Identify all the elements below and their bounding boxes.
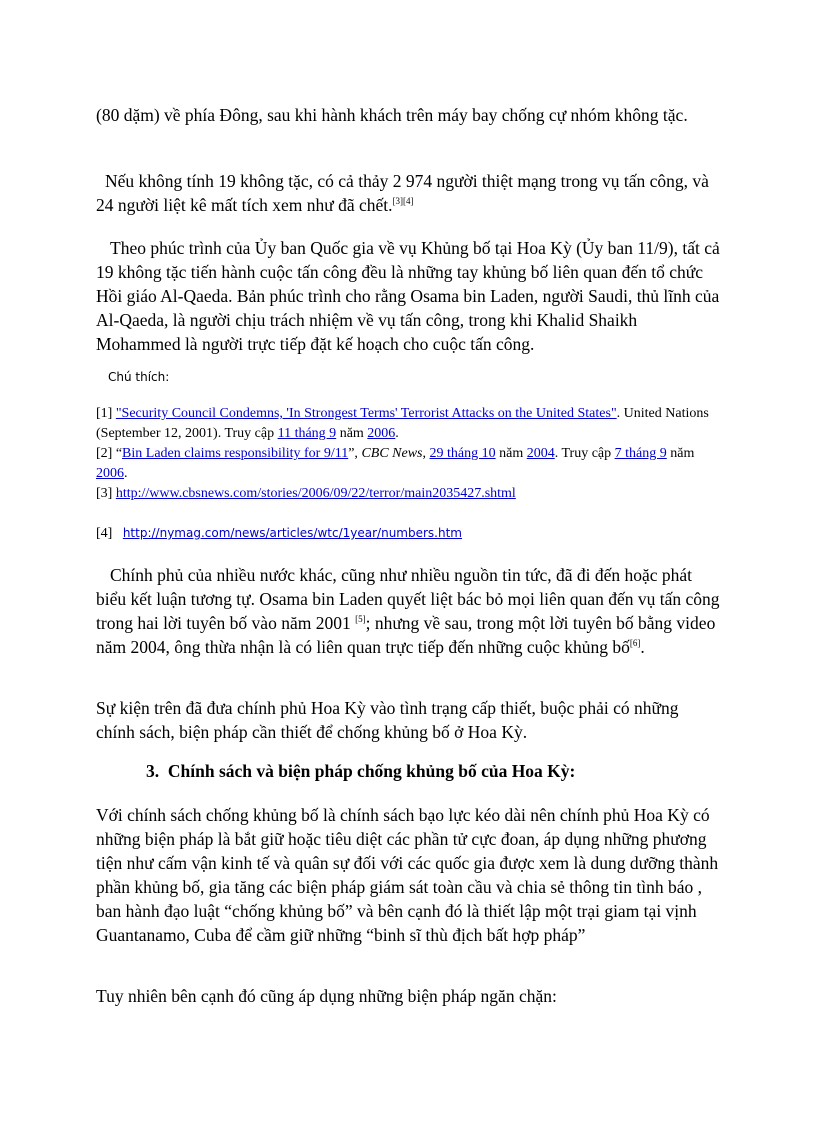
paragraph-other-governments: Chính phủ của nhiều nước khác, cũng như nhiều nguồn tin tức, đã đi đến hoặc phát biểu kết luận tương tự. Osama bin Laden quyết liệt bác bỏ mọi liên quan đến vụ tấn công trong hai lời tuyên bố vào năm 2001 [5]; nhưng về sau, trong một lời tuyên bố bằng video năm 2004, ông thừa nhận là có liên quan trực tiếp đến những cuộc khủng bố[6].	[96, 565, 720, 657]
footnote-ref-6[interactable]: [6]	[629, 638, 641, 649]
paragraph-counterterrorism-measures: Với chính sách chống khủng bố là chính sách bạo lực kéo dài nên chính phủ Hoa Kỳ có những biện pháp là bắt giữ hoặc tiêu diệt các phần tử cực đoan, áp dụng những phương tiện như cấm vận kinh tế và quân sự đối với các quốc gia được xem là dung dưỡng thành phần khủng bố, gia tăng các biện pháp giám sát toàn cầu và chia sẻ thông tin tình báo , ban hành đạo luật “chống khủng bố” và bên cạnh đó là thiết lập một trại giam tại vịnh Guantanamo, Cuba để cầm giữ những “binh sĩ thù địch bất hợp pháp”	[96, 805, 719, 945]
reference-1-date-link[interactable]: 11 tháng 9	[277, 426, 337, 441]
reference-1: [1] "Security Council Condemns, 'In Strongest Terms' Terrorist Attacks on the United States". United Nations (September 12, 2001). Truy cập 11 tháng 9 năm 2006.	[96, 406, 709, 441]
reference-2-year-link[interactable]: 2004	[526, 446, 555, 461]
paragraph-prevention-intro: Tuy nhiên bên cạnh đó cũng áp dụng những biện pháp ngăn chặn:	[96, 986, 557, 1006]
paragraph-casualties: Nếu không tính 19 không tặc, có cả thảy 2 974 người thiệt mạng trong vụ tấn công, và 24 người liệt kê mất tích xem như đã chết.[3][4]	[96, 171, 709, 215]
reference-2-access-date-link[interactable]: 7 tháng 9	[614, 446, 667, 461]
section-heading: 3. Chính sách và biện pháp chống khủng bố của Hoa Kỳ:	[146, 761, 576, 781]
reference-1-year-link[interactable]: 2006	[367, 426, 396, 441]
reference-2: [2] “Bin Laden claims responsibility for 9/11”, CBC News, 29 tháng 10 năm 2004. Truy cập 7 tháng 9 năm 2006.	[96, 446, 695, 481]
reference-4-link[interactable]: http://nymag.com/news/articles/wtc/1year/numbers.htm	[122, 526, 462, 540]
paragraph-commission-report: Theo phúc trình của Ủy ban Quốc gia về vụ Khủng bố tại Hoa Kỳ (Ủy ban 11/9), tất cả 19 không tặc tiến hành cuộc tấn công đều là những tay khủng bố liên quan đến tổ chức Hồi giáo Al-Qaeda. Bản phúc trình cho rằng Osama bin Laden, người Saudi, thủ lĩnh của Al-Qaeda, là người chịu trách nhiệm về vụ tấn công, trong khi Khalid Shaikh Mohammed là người trực tiếp đặt kế hoạch cho cuộc tấn công.	[96, 238, 720, 354]
footnote-ref-5[interactable]: [5]	[355, 614, 366, 625]
reference-2-date-link[interactable]: 29 tháng 10	[429, 446, 496, 461]
reference-4: [4] http://nymag.com/news/articles/wtc/1year/numbers.htm	[96, 526, 462, 541]
paragraph-urgent-policy: Sự kiện trên đã đưa chính phủ Hoa Kỳ vào tình trạng cấp thiết, buộc phải có những chính sách, biện pháp cần thiết để chống khủng bố ở Hoa Kỳ.	[96, 698, 679, 742]
reference-3: [3] http://www.cbsnews.com/stories/2006/09/22/terror/main2035427.shtml	[96, 486, 516, 501]
reference-3-link[interactable]: http://www.cbsnews.com/stories/2006/09/22/terror/main2035427.shtml	[115, 486, 516, 501]
paragraph-hijack-outcome: (80 dặm) về phía Đông, sau khi hành khách trên máy bay chống cự nhóm không tặc.	[96, 105, 688, 125]
notes-label: Chú thích:	[108, 370, 170, 384]
reference-2-access-year-link[interactable]: 2006	[96, 466, 124, 481]
reference-2-link[interactable]: Bin Laden claims responsibility for 9/11	[122, 446, 349, 461]
footnote-ref-3-4[interactable]: [3][4]	[392, 196, 414, 207]
reference-1-link[interactable]: "Security Council Condemns, 'In Strongest Terms' Terrorist Attacks on the United States"	[115, 406, 617, 421]
